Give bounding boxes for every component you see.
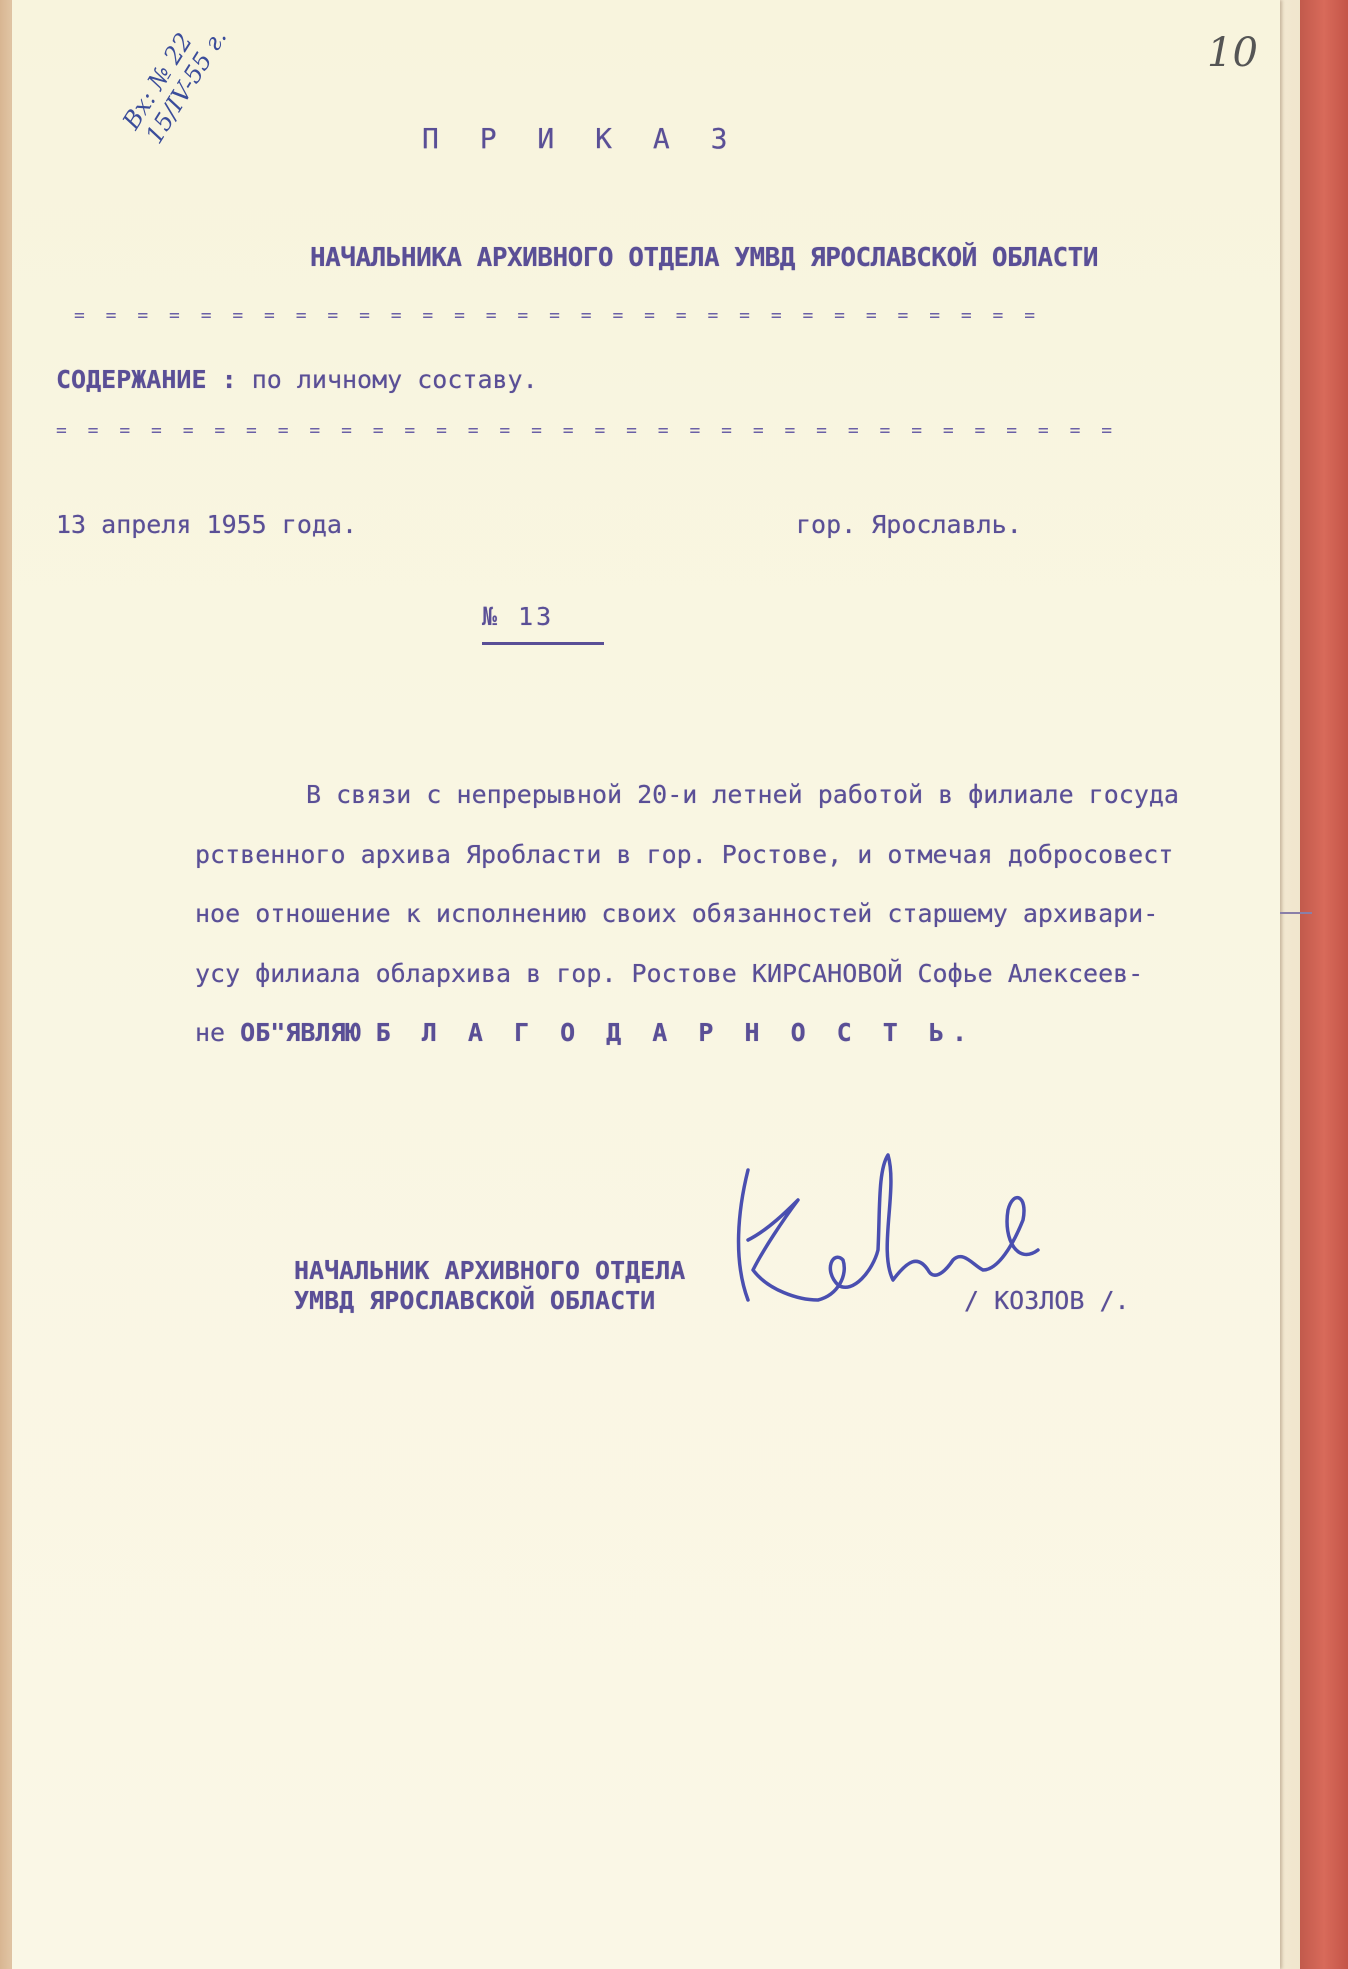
order-city: гор. Ярославль. <box>796 510 1022 539</box>
final-line-verb: ОБ"ЯВЛЯЮ <box>240 1018 361 1047</box>
order-number: № 13 <box>482 602 555 631</box>
separator-line: = = = = = = = = = = = = = = = = = = = = = = = = = = = = = = = = = = <box>56 420 1118 441</box>
gratitude-word: Б Л А Г О Д А Р Н О С Т Ь. <box>375 1018 975 1047</box>
separator-line: = = = = = = = = = = = = = = = = = = = = = = = = = = = = = = = <box>74 305 1041 326</box>
subject-row <box>56 365 538 394</box>
order-date: 13 апреля 1955 года. <box>56 510 358 539</box>
folio-number: 10 <box>1207 30 1258 76</box>
signatory-title-line-1: НАЧАЛЬНИК АРХИВНОГО ОТДЕЛА <box>294 1256 686 1285</box>
final-line-prefix: не <box>195 1018 226 1047</box>
document-title: П Р И К А З <box>422 122 740 155</box>
archive-stamp: Вх: № 22 15/IV-55 г. <box>117 24 233 149</box>
body-line: усу филиала облархива в гор. Ростове КИРСАНОВОЙ Софье Алексеев- <box>195 959 1144 988</box>
document-page <box>12 0 1280 1969</box>
red-cover-edge <box>1300 0 1348 1969</box>
issuer-heading: НАЧАЛЬНИКА АРХИВНОГО ОТДЕЛА УМВД ЯРОСЛАВСКОЙ ОБЛАСТИ <box>310 243 1098 273</box>
signatory-title-line-2: УМВД ЯРОСЛАВСКОЙ ОБЛАСТИ <box>294 1286 656 1315</box>
body-line: В связи с непрерывной 20-и летней работой в филиале госуда <box>306 780 1179 809</box>
subject-label: СОДЕРЖАНИЕ : <box>56 365 237 394</box>
body-line-final <box>195 1018 975 1047</box>
signatory-name: / КОЗЛОВ /. <box>964 1286 1130 1315</box>
body-line: ное отношение к исполнению своих обязанностей старшему архивари- <box>195 899 1159 928</box>
subject-value: по личному составу. <box>251 365 538 394</box>
order-number-underline <box>482 642 604 645</box>
margin-mark <box>1280 912 1312 914</box>
body-line: рственного архива Яробласти в гор. Ростове, и отмечая добросовест <box>195 840 1174 869</box>
